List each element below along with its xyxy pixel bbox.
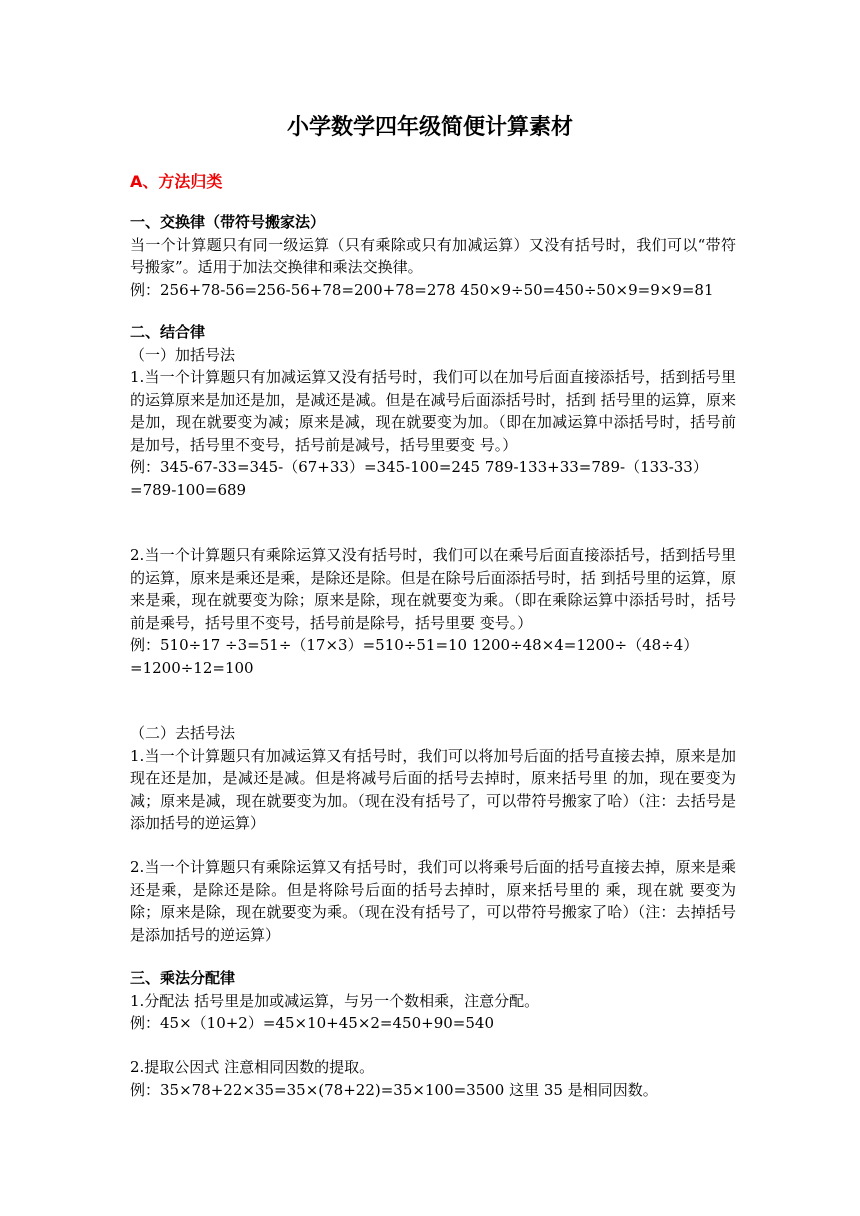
section-heading-methods: A、方法归类 xyxy=(130,172,223,191)
section-distributive-2 xyxy=(130,1056,736,1101)
section-remove-brackets-2 xyxy=(130,856,736,946)
section-commutative xyxy=(130,211,736,301)
example-distributive-1: 例：45×（10+2）=45×10+45×2=450+90=540 xyxy=(130,1014,494,1032)
example-add-brackets-1-line1: 例：345-67-33=345-（67+33）=345-100=245 789-133+33=789-（133-33） xyxy=(130,458,708,476)
heading-commutative: 一、交换律（带符号搬家法） xyxy=(130,213,326,231)
subheading-add-brackets: （一）加括号法 xyxy=(130,345,236,364)
heading-distributive: 三、乘法分配律 xyxy=(130,969,236,987)
paragraph-remove-brackets-2: 2.当一个计算题只有乘除运算又有括号时，我们可以将乘号后面的括号直接去掉，原来是乘还是乘，是除还是除。但是将除号后面的括号去掉时，原来括号里的 乘，现在就 要变为除；原来是除，现在就要变为乘。（现在没有括号了，可以带符号搬家了哈）（注：去掉括号是添加括号的逆运算） xyxy=(130,858,736,944)
section-remove-brackets xyxy=(130,722,736,835)
example-add-brackets-2-line1: 例：510÷17 ÷3=51÷（17×3）=510÷51=10 1200÷48×4=1200÷（48÷4） xyxy=(130,636,699,654)
example-distributive-2: 例：35×78+22×35=35×(78+22)=35×100=3500 这里 35 是相同因数。 xyxy=(130,1080,658,1099)
paragraph-commutative: 当一个计算题只有同一级运算（只有乘除或只有加减运算）又没有括号时，我们可以“带符号搬家”。适用于加法交换律和乘法交换律。 xyxy=(130,235,736,276)
example-commutative: 例：256+78-56=256-56+78=200+78=278 450×9÷50=450÷50×9=9×9=81 xyxy=(130,280,714,299)
paragraph-remove-brackets-1: 1.当一个计算题只有加减运算又有括号时，我们可以将加号后面的括号直接去掉，原来是加现在还是加，是减还是减。但是将减号后面的括号去掉时，原来括号里 的加，现在要变为减；原来是减，现在就要变为加。（现在没有括号了，可以带符号搬家了哈）（注：去括号是添加括号的逆运算） xyxy=(130,746,736,832)
page-title: 小学数学四年级简便计算素材 xyxy=(286,115,573,140)
section-associative xyxy=(130,321,736,501)
paragraph-add-brackets-1: 1.当一个计算题只有加减运算又没有括号时，我们可以在加号后面直接添括号，括到括号里的运算原来是加还是加，是减还是减。但是在减号后面添括号时，括到 括号里的运算，原来是加，现在就要变为减；原来是减，现在就要变为加。（即在加减运算中添括号时，括号前是加号，括号里不变号，括号前是减号，括号里要变 号。） xyxy=(130,368,736,454)
paragraph-distributive-1: 1.分配法 括号里是加或减运算，与另一个数相乘，注意分配。 xyxy=(130,991,540,1010)
section-distributive xyxy=(130,967,736,1035)
example-add-brackets-2-line2: =1200÷12=100 xyxy=(130,658,254,677)
section-associative-2 xyxy=(130,544,736,679)
paragraph-distributive-2: 2.提取公因式 注意相同因数的提取。 xyxy=(130,1058,375,1076)
heading-associative: 二、结合律 xyxy=(130,323,206,341)
example-add-brackets-1-line2: =789-100=689 xyxy=(130,480,247,499)
subheading-remove-brackets: （二）去括号法 xyxy=(130,724,236,742)
paragraph-add-brackets-2: 2.当一个计算题只有乘除运算又没有括号时，我们可以在乘号后面直接添括号，括到括号里的运算，原来是乘还是乘，是除还是除。但是在除号后面添括号时，括 到括号里的运算，原来是乘，现在就要变为除；原来是除，现在就要变为乘。（即在乘除运算中添括号时，括号前是乘号，括号里不变号，括号前是除号，括号里要 变号。） xyxy=(130,546,736,632)
